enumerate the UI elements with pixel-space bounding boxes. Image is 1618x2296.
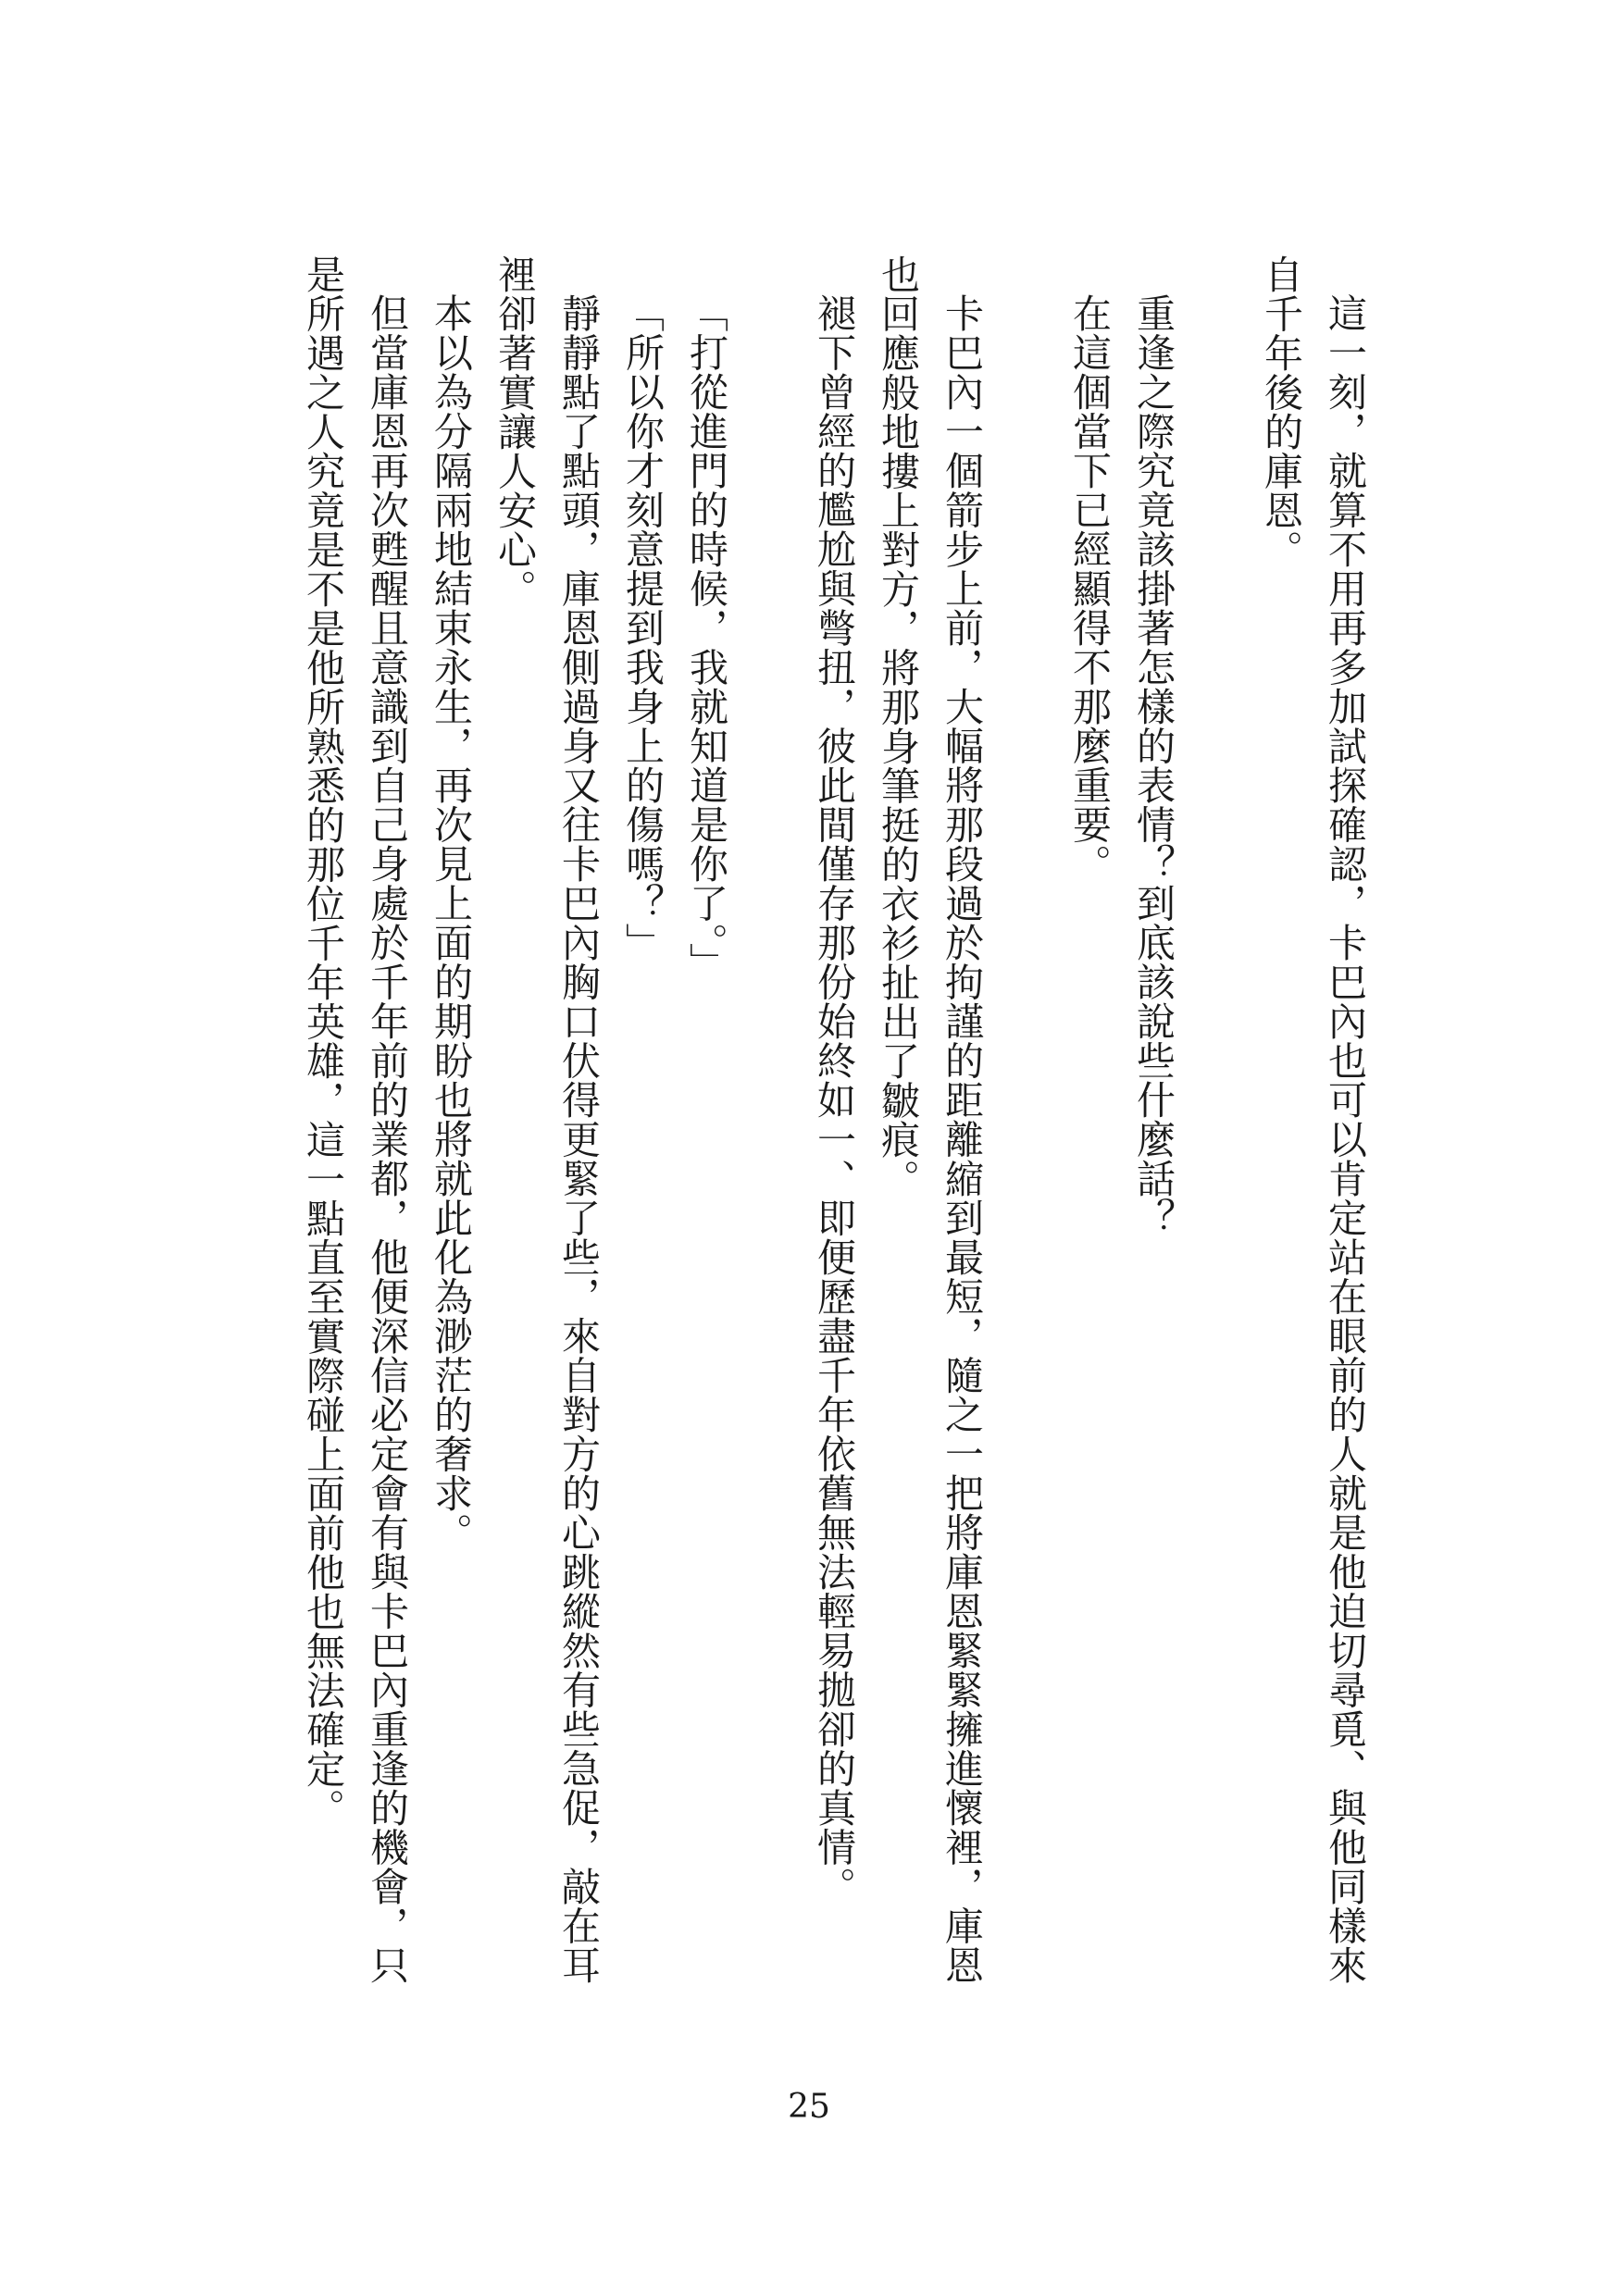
- dialogue-line-1: 「打從進門的時候，我就知道是你了。」: [684, 293, 729, 982]
- vertical-text-body: [220, 254, 1377, 2017]
- paragraph-1: 這一刻，就算不用再多加試探確認，卡巴內也可以肯定站在眼前的人就是他迫切尋覓、與他同樣來自千年後的庫恩。: [1259, 254, 1368, 1985]
- page-number: 25: [788, 2088, 830, 2126]
- paragraph-break: [1186, 254, 1250, 2017]
- dialogue-line-2: 「所以你才刻意提到我身上的傷嗎？」: [620, 293, 666, 962]
- paragraph-break: [739, 254, 803, 2017]
- paragraph-6: 靜靜點了點頭，庫恩側過身又往卡巴內胸口伏得更緊了些，來自對方的心跳縱然有些急促，敲在耳裡卻著實讓人安心。: [492, 254, 602, 1985]
- paragraph-8: 但當庫恩再次甦醒且意識到自己身處於千年前的業都，他便深信必定會有與卡巴內重逢的機會，只是所遇之人究竟是不是他所熟悉的那位千年英雄，這一點直至實際碰上面前他也無法確定。: [301, 254, 410, 1985]
- paragraph-2: 重逢之際究竟該掛著怎樣的表情？到底該說些什麼話？: [1131, 293, 1176, 1237]
- paragraph-break: [994, 254, 1058, 2017]
- paragraph-5: 褪下曾經的尷尬與彆扭，彼此間僅存那份始終如一、即便歷盡千年依舊無法輕易拋卻的真情。: [812, 293, 857, 1906]
- paragraph-3: 在這個當下已經顯得不那麼重要。: [1067, 293, 1113, 884]
- paragraph-4: 卡巴內一個箭步上前，大幅將那段過於拘謹的距離縮到最短，隨之一把將庫恩緊緊擁進懷裡，庫恩也回應般地摟上對方，將那身筆挺的衣衫扯出了皺痕。: [876, 254, 985, 1985]
- paragraph-7: 本以為分隔兩地結束永生，再次見上面的期盼也將就此化為渺茫的奢求。: [429, 293, 474, 1552]
